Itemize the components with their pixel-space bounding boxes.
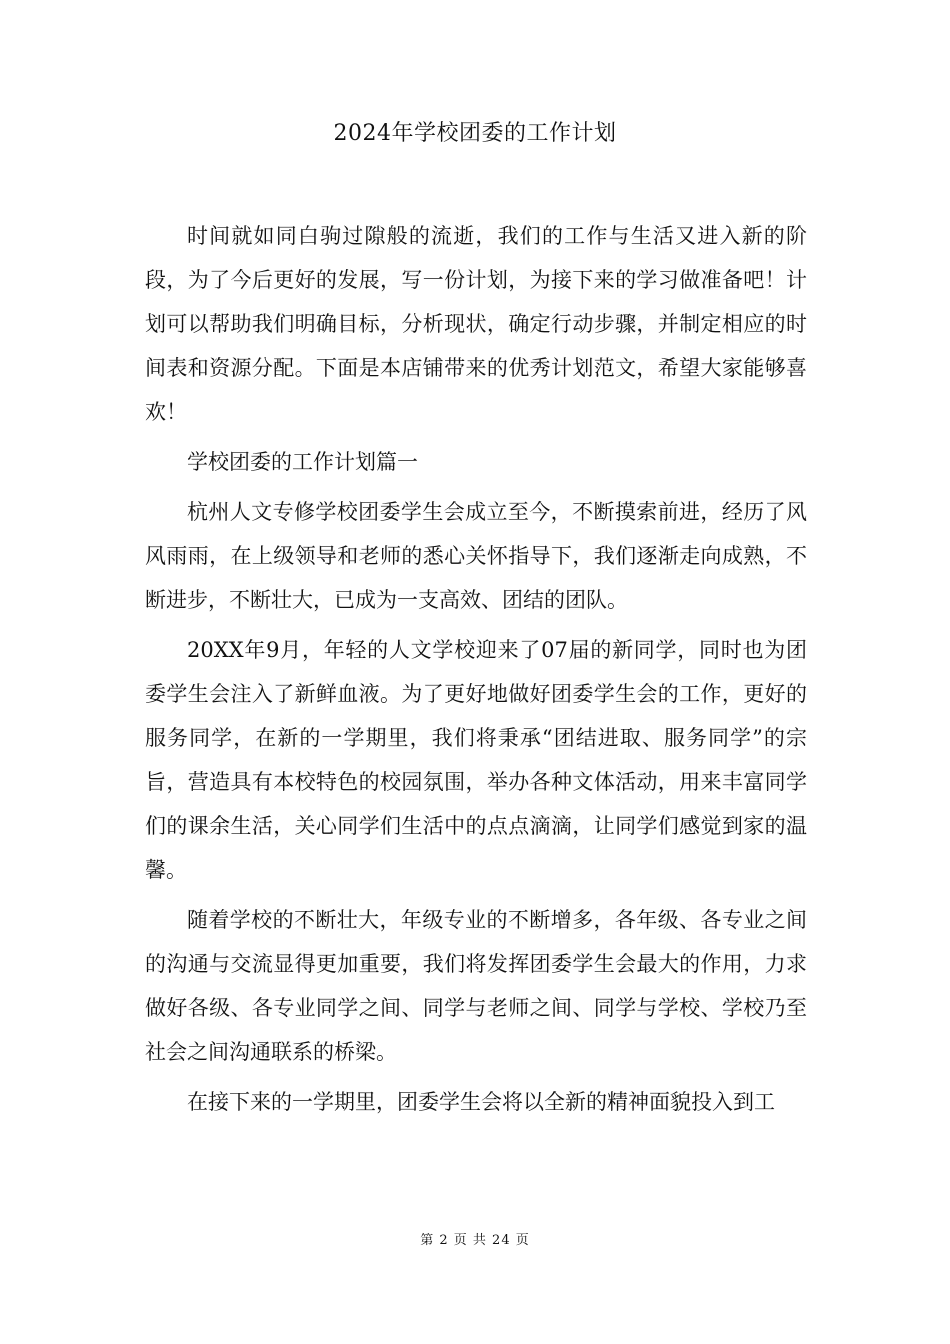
paragraph: 在接下来的一学期里，团委学生会将以全新的精神面貌投入到工 xyxy=(187,1090,775,1114)
section-heading: 学校团委的工作计划篇一 xyxy=(187,450,418,474)
paragraph-intro: 时间就如同白驹过隙般的流逝，我们的工作与生活又进入新的阶段，为了今后更好的发展，写一份计划，为接下来的学习做准备吧！计划可以帮助我们明确目标，分析现状，确定行动步骤，并制定相应的时间表和资源分配。下面是本店铺带来的优秀计划范文，希望大家能够喜欢！ xyxy=(145,224,807,424)
paragraph: 20XX年9月，年轻的人文学校迎来了07届的新同学，同时也为团委学生会注入了新鲜血液。为了更好地做好团委学生会的工作，更好的服务同学，在新的一学期里，我们将秉承“团结进取、服务同学”的宗旨，营造具有本校特色的校园氛围，举办各种文体活动，用来丰富同学们的课余生活，关心同学们生活中的点点滴滴，让同学们感觉到家的温馨。 xyxy=(145,638,807,882)
document-body xyxy=(145,214,807,1130)
paragraph: 随着学校的不断壮大，年级专业的不断增多，各年级、各专业之间的沟通与交流显得更加重要，我们将发挥团委学生会最大的作用，力求做好各级、各专业同学之间、同学与老师之间、同学与学校、学校乃至社会之间沟通联系的桥梁。 xyxy=(145,908,807,1064)
document-title: 2024年学校团委的工作计划 xyxy=(333,121,617,146)
page-footer: 第 2 页 共 24 页 xyxy=(420,1233,530,1248)
paragraph: 杭州人文专修学校团委学生会成立至今，不断摸索前进，经历了风风雨雨，在上级领导和老师的悉心关怀指导下，我们逐渐走向成熟，不断进步，不断壮大，已成为一支高效、团结的团队。 xyxy=(145,500,807,612)
